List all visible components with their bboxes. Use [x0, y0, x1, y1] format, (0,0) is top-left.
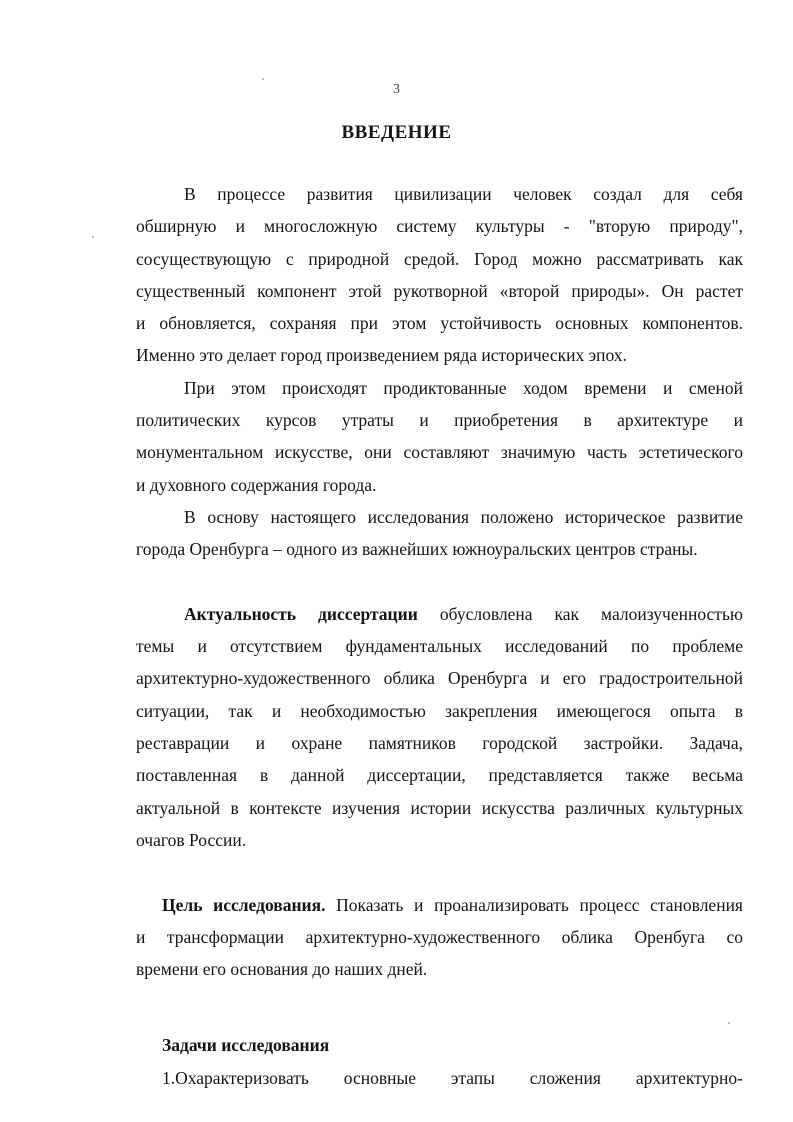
- paragraph-1-line: обширную и многосложную систему культуры - "вторую природу",: [136, 216, 743, 237]
- paragraph-3-line: города Оренбурга – одного из важнейших южноуральских центров страны.: [136, 539, 698, 560]
- paragraph-4-line: архитектурно-художественного облика Оренбурга и его градостроительной: [136, 668, 743, 689]
- paragraph-1-line: В процессе развития цивилизации человек создал для себя: [184, 184, 743, 204]
- paragraph-4-line: реставрации и охране памятников городской застройки. Задача,: [136, 733, 743, 754]
- paragraph-5-line: времени его основания до наших дней.: [136, 959, 428, 980]
- paragraph-4-line: [136, 598, 743, 630]
- paragraph-3-line: В основу настоящего исследования положено историческое развитие: [184, 506, 743, 527]
- paragraph-4-line: темы и отсутствием фундаментальных исследований по проблеме: [136, 636, 743, 657]
- tasks-heading: Задачи исследования: [162, 1035, 330, 1056]
- goal-lead: Цель исследования.: [162, 894, 326, 915]
- introduction-text: [136, 178, 743, 1094]
- paragraph-2-line: При этом происходят продиктованные ходом времени и сменой: [184, 377, 743, 398]
- paragraph-4-line: очагов России.: [136, 829, 247, 850]
- section-heading: ВВЕДЕНИЕ: [341, 122, 452, 143]
- paragraph-1-line: существенный компонент этой рукотворной «второй природы». Он растет: [136, 280, 743, 301]
- goal-lead-rest: Показать и проанализировать процесс становления: [325, 894, 743, 915]
- page-number: 3: [393, 82, 400, 97]
- paragraph-gap: [136, 566, 743, 598]
- paragraph-1-line: Именно это делает город произведением ряда исторических эпох.: [136, 345, 627, 366]
- paragraph-5-line: и трансформации архитектурно-художественного облика Оренбуга со: [136, 926, 743, 947]
- relevance-lead: Актуальность диссертации: [184, 603, 418, 624]
- paragraph-5-line: [136, 889, 743, 921]
- paragraph-4-line: актуальной в контексте изучения истории искусства различных культурных: [136, 797, 743, 818]
- tasks-line: 1.Охарактеризовать основные этапы сложения архитектурно-: [162, 1067, 743, 1088]
- relevance-lead-rest: обусловлена как малоизученностью: [417, 603, 743, 624]
- paragraph-1-line: сосуществующую с природной средой. Город можно рассматривать как: [136, 248, 743, 269]
- paragraph-2-line: политических курсов утраты и приобретения в архитектуре и: [136, 410, 743, 431]
- scan-speck: [262, 78, 264, 80]
- paragraph-2-line: монументальном искусстве, они составляют значимую часть эстетического: [136, 442, 743, 463]
- paragraph-gap: [136, 856, 743, 888]
- paragraph-1-line: и обновляется, сохраняя при этом устойчивость основных компонентов.: [136, 313, 743, 334]
- paragraph-gap: [136, 985, 743, 1029]
- paragraph-4-line: поставленная в данной диссертации, представляется также весьма: [136, 765, 743, 786]
- scan-speck: [92, 236, 94, 238]
- paragraph-4-line: ситуации, так и необходимостью закрепления имеющегося опыта в: [136, 700, 743, 721]
- paragraph-2-line: и духовного содержания города.: [136, 474, 377, 495]
